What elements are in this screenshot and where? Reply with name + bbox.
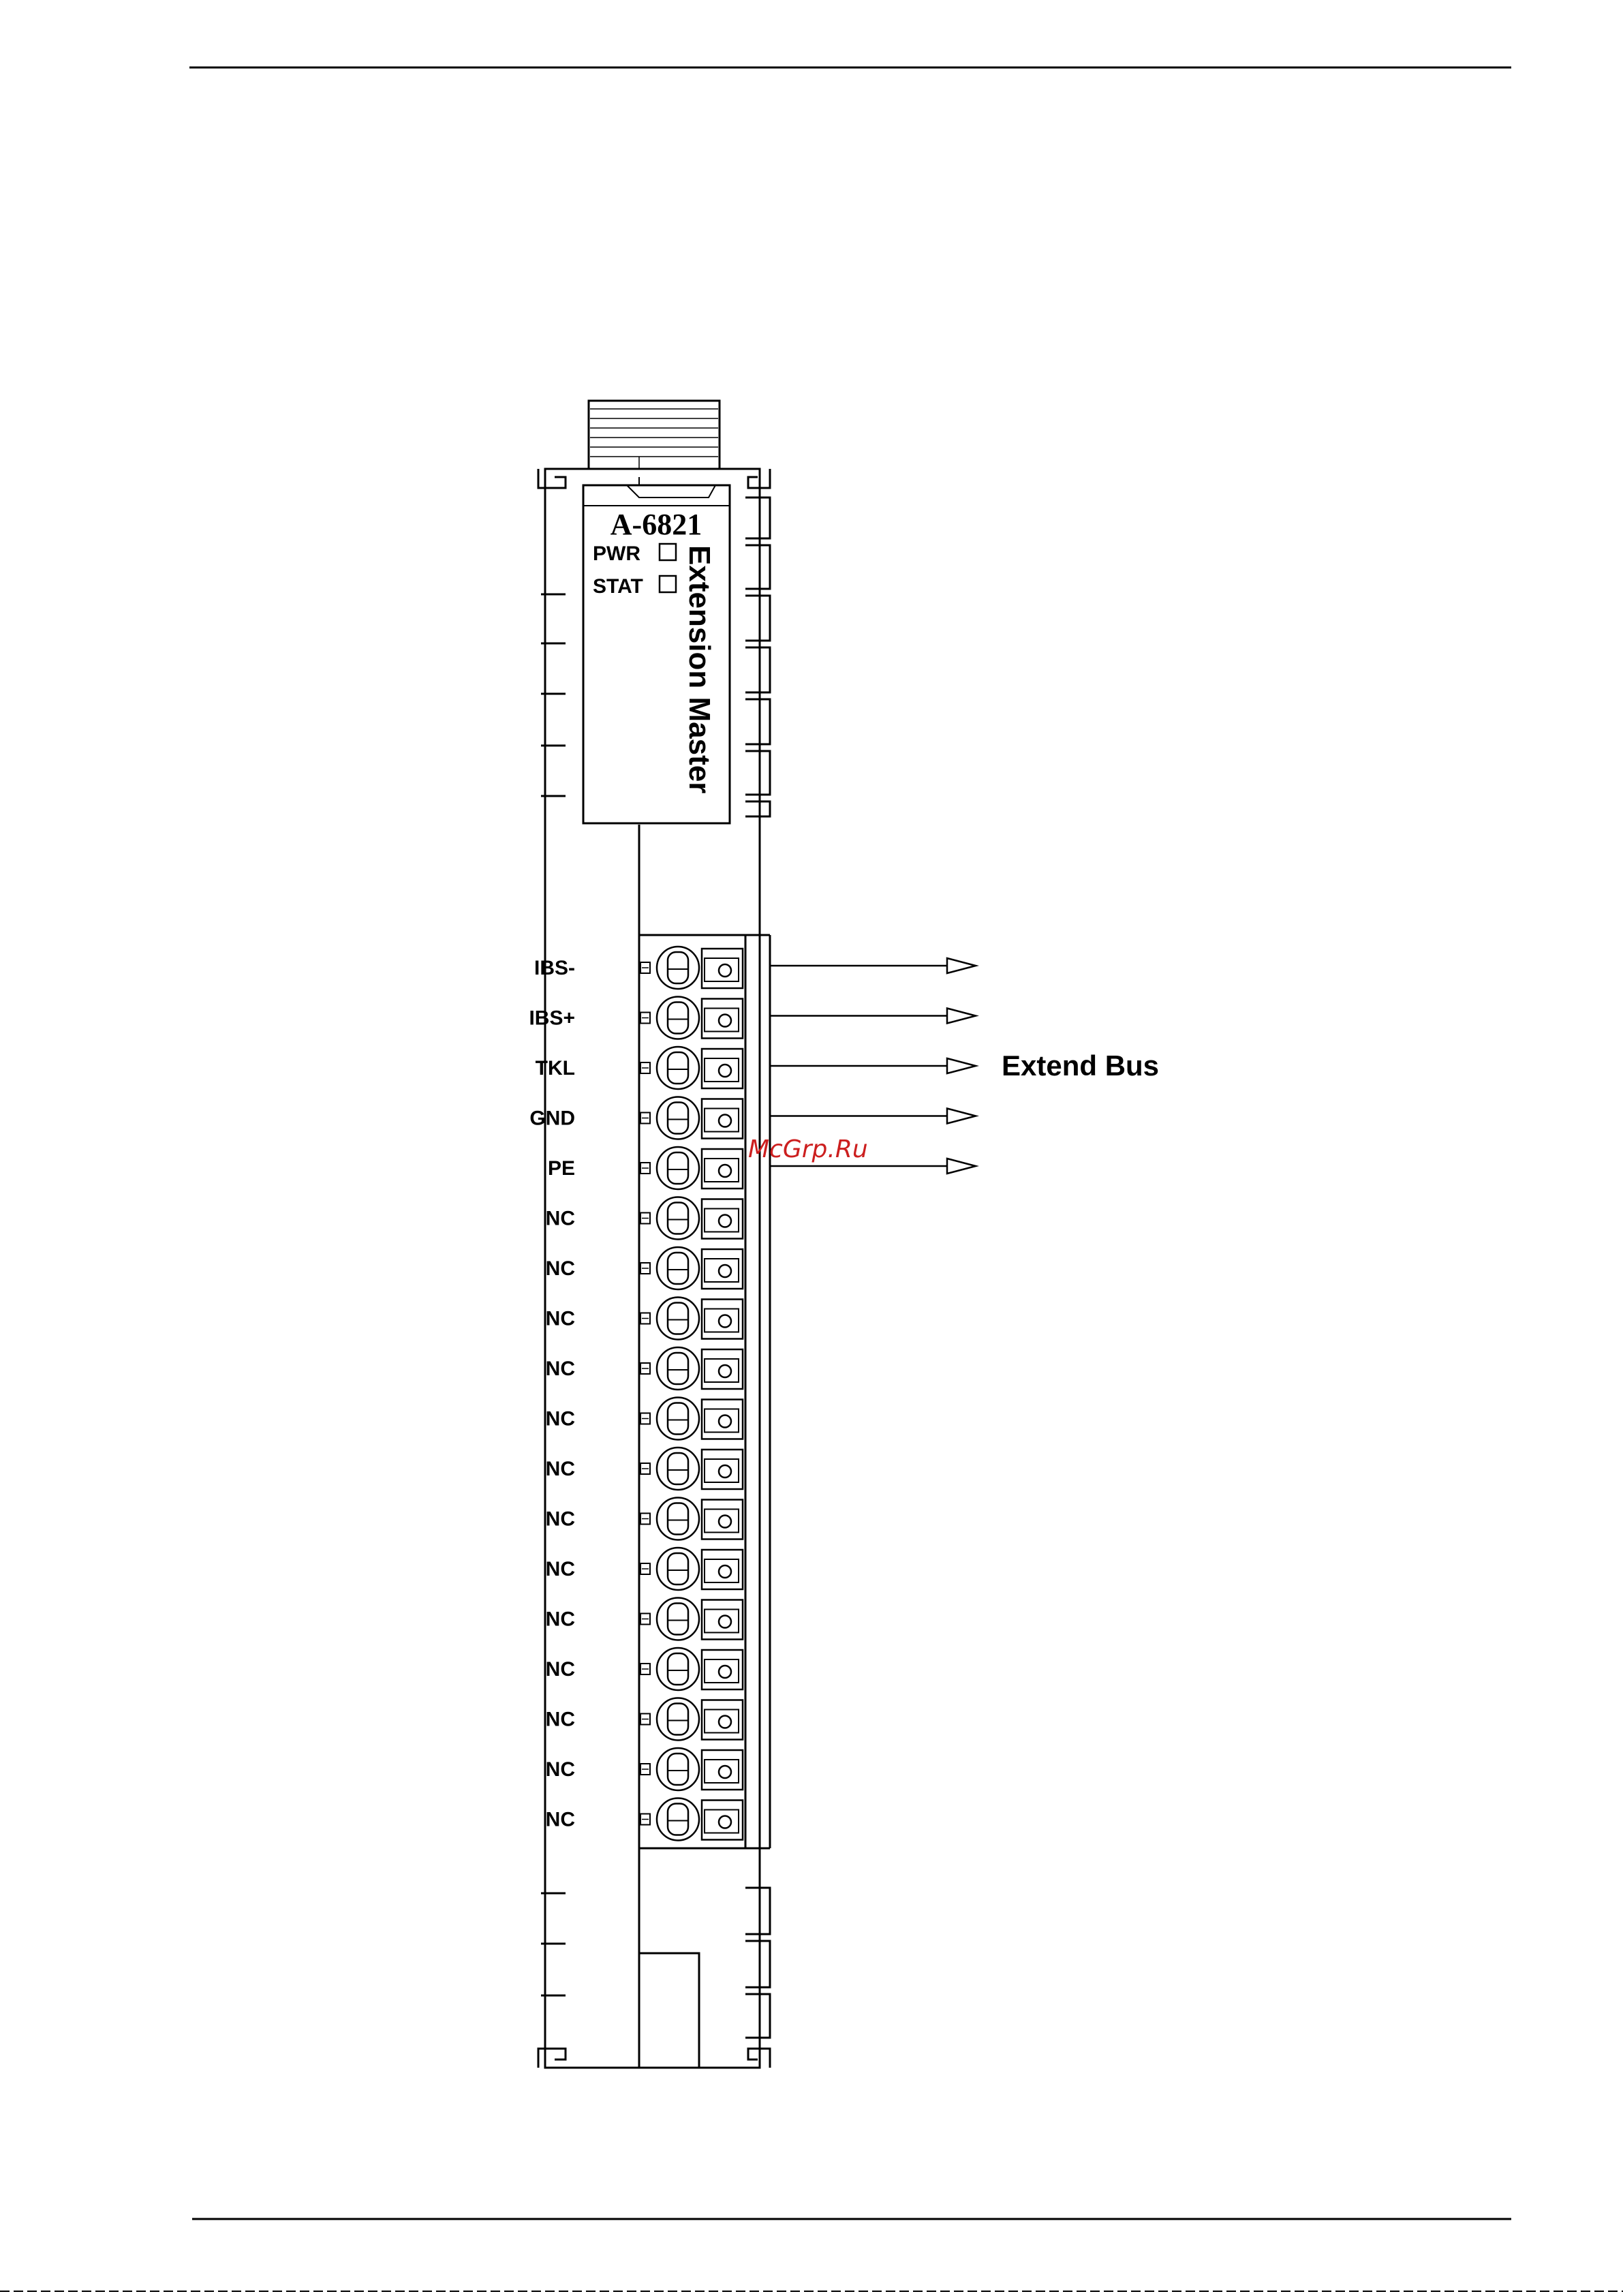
terminal-clamp	[657, 997, 699, 1039]
bus-arrow	[770, 1058, 976, 1073]
terminal-clamp	[657, 1548, 699, 1590]
terminal-label: TKL	[535, 1057, 575, 1080]
terminal-label: NC	[545, 1257, 575, 1280]
terminal-label: NC	[545, 1808, 575, 1831]
terminal-label: NC	[545, 1458, 575, 1480]
module-name: Extension Master	[683, 545, 716, 794]
led-label-stat: STAT	[593, 575, 643, 598]
terminal-clamp	[657, 947, 699, 989]
terminal-label: NC	[545, 1758, 575, 1781]
terminal-label: NC	[545, 1207, 575, 1230]
bus-arrow	[770, 1009, 976, 1024]
terminal-label: PE	[547, 1157, 575, 1180]
terminal-label: NC	[545, 1507, 575, 1531]
terminal-clamp	[657, 1347, 699, 1390]
bus-arrow	[770, 958, 976, 973]
terminal-clamp	[657, 1448, 699, 1490]
terminal-label: NC	[545, 1608, 575, 1631]
terminal-clamp	[657, 1247, 699, 1289]
terminal-clamp	[657, 1798, 699, 1841]
terminal-clamp	[657, 1197, 699, 1240]
bus-arrow	[770, 1109, 976, 1124]
terminal-label: NC	[545, 1407, 575, 1430]
terminal-clamp	[657, 1298, 699, 1340]
terminal-label: IBS-	[534, 957, 575, 979]
terminal-clamp	[657, 1097, 699, 1139]
terminal-label: IBS+	[529, 1007, 575, 1030]
terminal-clamp	[657, 1047, 699, 1089]
terminal-clamp	[657, 1498, 699, 1540]
terminal-clamp	[657, 1748, 699, 1790]
terminal-clamp	[657, 1147, 699, 1189]
terminal-clamp	[657, 1648, 699, 1690]
terminal-clamp	[657, 1598, 699, 1640]
terminal-clamp	[657, 1398, 699, 1440]
terminal-label: NC	[545, 1307, 575, 1330]
terminal-clamp	[657, 1698, 699, 1741]
led-label-pwr: PWR	[593, 542, 640, 565]
watermark: McGrp.Ru	[748, 1135, 868, 1163]
terminal-label: NC	[545, 1708, 575, 1731]
model-number: A-6821	[610, 508, 702, 541]
terminal-label: GND	[529, 1107, 575, 1130]
terminal-label: NC	[545, 1658, 575, 1681]
terminal-label: NC	[545, 1558, 575, 1580]
terminal-label: NC	[545, 1358, 575, 1380]
bus-label: Extend Bus	[1002, 1050, 1160, 1082]
